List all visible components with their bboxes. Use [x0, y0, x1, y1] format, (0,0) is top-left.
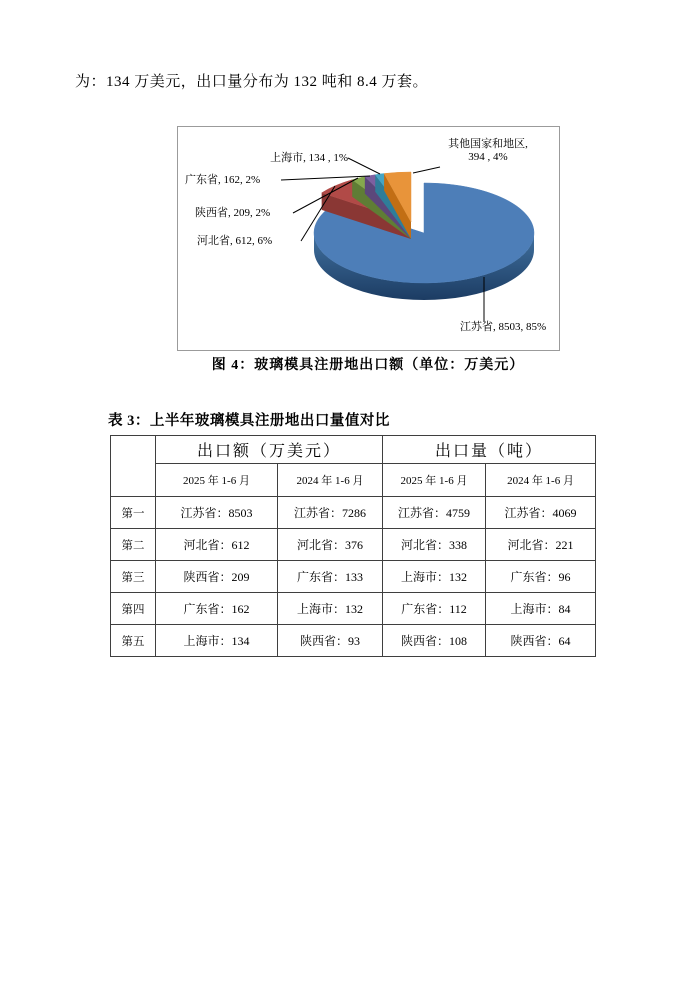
data-cell-r3c2: 广东省：133	[278, 561, 383, 593]
rank-cell: 第五	[111, 625, 156, 657]
data-cell-r5c3: 陕西省：108	[383, 625, 486, 657]
data-cell-r4c4: 上海市：84	[486, 593, 596, 625]
table-row	[111, 593, 596, 625]
comparison-table	[110, 435, 596, 657]
corner-cell	[111, 436, 156, 497]
pie-label-other-line2: 394 , 4%	[468, 151, 508, 163]
period-header-3: 2025 年 1-6 月	[383, 464, 486, 497]
data-cell-r2c1: 河北省：612	[156, 529, 278, 561]
data-cell-r3c3: 上海市：132	[383, 561, 486, 593]
data-cell-r4c1: 广东省：162	[156, 593, 278, 625]
rank-cell: 第二	[111, 529, 156, 561]
rank-cell: 第三	[111, 561, 156, 593]
pie-label-jiangsu: 江苏省, 8503, 85%	[460, 321, 547, 333]
header-row-groups	[111, 436, 596, 464]
column-group-1: 出口额（万美元）	[156, 436, 383, 464]
leader-line	[348, 158, 380, 174]
data-cell-r3c4: 广东省：96	[486, 561, 596, 593]
table-row	[111, 497, 596, 529]
table-body	[111, 497, 596, 657]
intro-paragraph: 为：134 万美元，出口量分布为 132 吨和 8.4 万套。	[75, 74, 429, 90]
data-cell-r1c2: 江苏省：7286	[278, 497, 383, 529]
rank-cell: 第四	[111, 593, 156, 625]
data-cell-r2c4: 河北省：221	[486, 529, 596, 561]
data-cell-r5c4: 陕西省：64	[486, 625, 596, 657]
pie-label-guangdong: 广东省, 162, 2%	[185, 174, 261, 186]
table-title: 表 3：上半年玻璃模具注册地出口量值对比	[108, 413, 390, 429]
data-cell-r1c3: 江苏省：4759	[383, 497, 486, 529]
pie-label-other	[418, 138, 558, 164]
header-row-periods	[111, 464, 596, 497]
data-cell-r2c2: 河北省：376	[278, 529, 383, 561]
column-group-2: 出口量（吨）	[383, 436, 596, 464]
data-cell-r3c1: 陕西省：209	[156, 561, 278, 593]
pie-label-shaanxi: 陕西省, 209, 2%	[195, 207, 271, 219]
period-header-2: 2024 年 1-6 月	[278, 464, 383, 497]
table-head	[111, 436, 596, 497]
pie-label-shanghai: 上海市, 134 , 1%	[270, 152, 348, 164]
table-row	[111, 529, 596, 561]
data-cell-r5c2: 陕西省：93	[278, 625, 383, 657]
rank-cell: 第一	[111, 497, 156, 529]
data-cell-r5c1: 上海市：134	[156, 625, 278, 657]
pie-chart-figure	[177, 126, 560, 351]
leader-line	[413, 167, 440, 173]
period-header-4: 2024 年 1-6 月	[486, 464, 596, 497]
data-cell-r1c1: 江苏省：8503	[156, 497, 278, 529]
table-row	[111, 625, 596, 657]
data-cell-r4c3: 广东省：112	[383, 593, 486, 625]
pie-label-hebei: 河北省, 612, 6%	[197, 235, 273, 247]
data-cell-r1c4: 江苏省：4069	[486, 497, 596, 529]
data-cell-r2c3: 河北省：338	[383, 529, 486, 561]
figure-caption: 图 4：玻璃模具注册地出口额（单位：万美元）	[211, 358, 525, 373]
period-header-1: 2025 年 1-6 月	[156, 464, 278, 497]
pie-label-other-line1: 其他国家和地区,	[448, 138, 528, 150]
data-cell-r4c2: 上海市：132	[278, 593, 383, 625]
table-row	[111, 561, 596, 593]
